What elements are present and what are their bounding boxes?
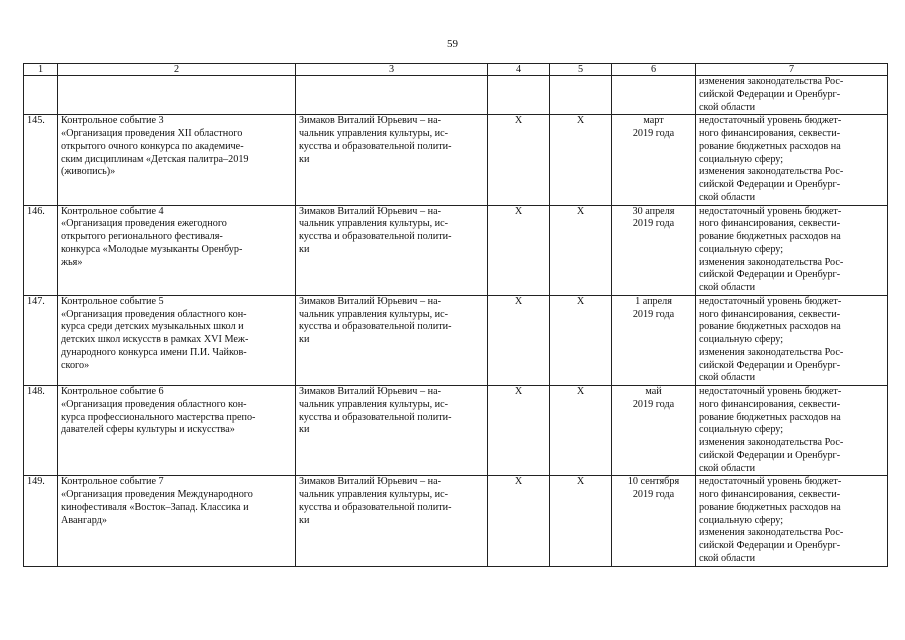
responsible-person-cell [296,386,488,476]
text-line: ской области [699,462,756,474]
text-line: Зимаков Виталий Юрьевич – на- [299,295,441,307]
text-line: ки [299,334,310,345]
text-line: «Организация проведения ежегодного [61,218,227,230]
text-line: 2019 года [632,308,675,320]
date-cell [612,386,696,476]
empty-cell [58,76,296,115]
column-5-mark-cell: X [550,295,612,385]
event-description-cell [58,295,296,385]
row-number-cell: 148. [24,386,58,476]
text-line: недостаточный уровень бюджет- [699,115,842,127]
column-header-4: 4 [488,64,550,76]
text-line: (живопись)» [61,166,116,178]
text-line: давателей сферы культуры и искусства» [61,424,235,436]
text-line: ки [299,514,310,526]
text-line: ки [299,243,310,255]
date-cell [612,476,696,566]
text-line: кусства и образовательной полити- [299,501,452,513]
text-line: изменения законодательства Рос- [699,437,844,448]
text-line: сийской Федерации и Оренбург- [699,449,841,461]
column-4-mark-cell: X [488,115,550,205]
text-line: сийской Федерации и Оренбург- [699,179,841,190]
text-line: изменения законодательства Рос- [699,527,844,539]
text-line: май [645,386,662,397]
responsible-person-cell [296,476,488,566]
text-line: кусства и образовательной полити- [299,321,452,333]
column-header-7: 7 [696,64,888,76]
text-line: ской области [699,552,756,564]
text-line: изменения законодательства Рос- [699,256,844,268]
text-line: социальную сферу; [699,334,784,345]
column-5-mark-cell: X [550,476,612,566]
text-line: Зимаков Виталий Юрьевич – на- [299,386,441,397]
text-line: ного финансирования, секвести- [699,128,841,139]
text-line: социальную сферу; [699,514,784,526]
text-line: «Организация проведения Международного [61,489,253,500]
row-number-cell: 145. [24,115,58,205]
text-line: сийской Федерации и Оренбург- [699,88,841,100]
text-line: социальную сферу; [699,153,784,165]
text-line: недостаточный уровень бюджет- [699,205,842,217]
responsible-person-cell [296,115,488,205]
text-line: изменения законодательства Рос- [699,346,844,358]
page-number: 59 [447,38,458,50]
text-line: социальную сферу; [699,243,784,255]
text-line: кусства и образовательной полити- [299,140,452,152]
table-row [24,386,888,476]
text-line: кинофестиваля «Восток–Запад. Классика и [61,501,249,513]
text-line: Зимаков Виталий Юрьевич – на- [299,476,441,488]
text-line: кусства и образовательной полити- [299,231,452,242]
text-line: ного финансирования, секвести- [699,218,841,230]
responsible-person-cell [296,205,488,295]
text-line: изменения законодательства Рос- [699,76,844,87]
column-4-mark-cell: X [488,205,550,295]
text-line: курса среди детских музыкальных школ и [61,321,244,333]
column-4-mark-cell: X [488,295,550,385]
text-line: ским дисциплинам «Детская палитра–2019 [61,153,249,165]
text-line: ки [299,424,310,436]
empty-cell [612,76,696,115]
text-line: Зимаков Виталий Юрьевич – на- [299,205,441,217]
row-number-cell: 146. [24,205,58,295]
text-line: недостаточный уровень бюджет- [699,295,842,307]
table-row [24,295,888,385]
column-5-mark-cell: X [550,386,612,476]
column-4-mark-cell: X [488,476,550,566]
text-line: март [643,115,664,127]
text-line: 30 апреля [632,205,675,217]
empty-cell [550,76,612,115]
row-number-cell: 149. [24,476,58,566]
table-row [24,115,888,205]
text-line: недостаточный уровень бюджет- [699,476,842,488]
empty-cell [488,76,550,115]
text-line: 2019 года [632,398,675,410]
column-5-mark-cell: X [550,205,612,295]
text-line: открытого регионального фестиваля- [61,231,223,242]
empty-cell [296,76,488,115]
text-line: рование бюджетных расходов на [699,140,841,152]
text-line: 1 апреля [635,295,672,307]
text-line: Контрольное событие 4 [61,205,164,217]
text-line: жья» [61,256,83,268]
text-line: Контрольное событие 3 [61,115,164,127]
text-line: Контрольное событие 6 [61,386,164,397]
risks-cell [696,115,888,205]
text-line: 2019 года [632,218,675,230]
text-line: 2019 года [632,489,675,500]
date-cell [612,115,696,205]
text-line: Контрольное событие 7 [61,476,164,488]
risks-cell [696,386,888,476]
text-line: ского» [61,359,90,371]
text-line: ки [299,153,310,165]
date-cell [612,295,696,385]
text-line: недостаточный уровень бюджет- [699,386,842,397]
text-line: 2019 года [632,128,675,139]
text-line: «Организация проведения XII областного [61,128,243,139]
text-line: чальник управления культуры, ис- [299,489,449,500]
text-line: рование бюджетных расходов на [699,231,841,242]
text-line: чальник управления культуры, ис- [299,218,449,230]
event-description-cell [58,115,296,205]
text-line: ного финансирования, секвести- [699,308,841,320]
text-line: конкурса «Молодые музыканты Оренбур- [61,243,243,255]
text-line: чальник управления культуры, ис- [299,308,449,320]
text-line: курса профессионального мастерства препо- [61,411,256,423]
text-line: Контрольное событие 5 [61,295,164,307]
text-line: кусства и образовательной полити- [299,411,452,423]
text-line: сийской Федерации и Оренбург- [699,540,841,551]
table-row [24,476,888,566]
risks-cell [696,205,888,295]
text-line: рование бюджетных расходов на [699,321,841,333]
text-line: изменения законодательства Рос- [699,166,844,178]
text-line: открытого очного конкурса по академиче- [61,140,244,152]
text-line: сийской Федерации и Оренбург- [699,359,841,371]
text-line: рование бюджетных расходов на [699,501,841,513]
text-line: ного финансирования, секвести- [699,398,841,410]
empty-cell [24,76,58,115]
column-5-mark-cell: X [550,115,612,205]
text-line: ской области [699,191,756,203]
column-number-row [24,64,888,76]
column-header-3: 3 [296,64,488,76]
column-header-6: 6 [612,64,696,76]
text-line: социальную сферу; [699,424,784,436]
column-header-5: 5 [550,64,612,76]
text-line: «Организация проведения областного кон- [61,308,247,320]
table-row [24,205,888,295]
text-line: Авангард» [61,514,107,526]
control-events-table [23,63,888,567]
text-line: чальник управления культуры, ис- [299,128,449,139]
text-line: ного финансирования, секвести- [699,489,841,500]
event-description-cell [58,205,296,295]
continuation-row [24,76,888,115]
text-line: рование бюджетных расходов на [699,411,841,423]
risks-cell [696,476,888,566]
responsible-person-cell [296,295,488,385]
text-line: сийской Федерации и Оренбург- [699,269,841,281]
text-line: 10 сентября [627,476,680,488]
text-line: ской области [699,372,756,384]
text-line: «Организация проведения областного кон- [61,398,247,410]
risks-cell [696,295,888,385]
row-number-cell: 147. [24,295,58,385]
column-4-mark-cell: X [488,386,550,476]
date-cell [612,205,696,295]
column-header-1: 1 [24,64,58,76]
text-line: чальник управления культуры, ис- [299,398,449,410]
text-line: ской области [699,282,756,293]
text-line: ской области [699,101,756,113]
column-header-2: 2 [58,64,296,76]
continuation-risks-cell [696,76,888,115]
text-line: дународного конкурса имени П.И. Чайков- [61,346,247,358]
text-line: детских школ искусств в рамках XVI Меж- [61,334,249,345]
text-line: Зимаков Виталий Юрьевич – на- [299,115,441,127]
event-description-cell [58,386,296,476]
event-description-cell [58,476,296,566]
